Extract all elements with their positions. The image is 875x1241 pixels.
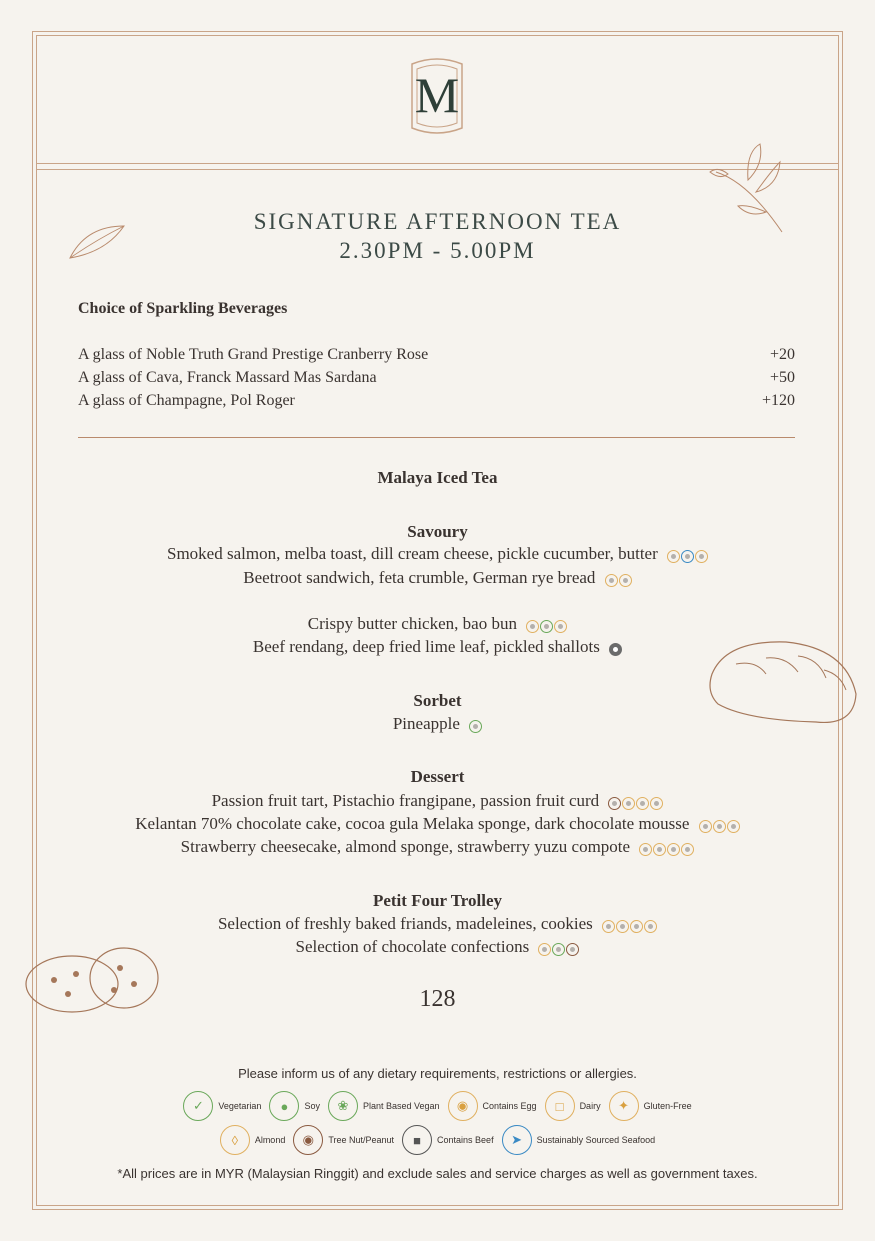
beverage-name: A glass of Champagne, Pol Roger xyxy=(78,392,295,409)
almond-icon xyxy=(681,843,694,856)
gluten-icon xyxy=(616,920,629,933)
tree-nut-icon xyxy=(566,943,579,956)
vegan-icon xyxy=(469,720,482,733)
legend-label: Tree Nut/Peanut xyxy=(328,1135,395,1145)
dairy-icon xyxy=(605,574,618,587)
menu-item xyxy=(0,837,875,858)
menu-item-text: Selection of freshly baked friands, madeleines, cookies xyxy=(217,914,593,933)
beverage-row xyxy=(78,392,795,410)
allergen-icons xyxy=(698,815,740,835)
dairy-icon xyxy=(526,620,539,633)
egg-icon xyxy=(630,920,643,933)
menu-item-text: Passion fruit tart, Pistachio frangipane, passion fruit curd xyxy=(211,791,600,810)
gluten-icon xyxy=(713,820,726,833)
sorbet-heading: Sorbet xyxy=(413,691,462,710)
beverages-heading: Choice of Sparkling Beverages xyxy=(78,300,288,317)
section-divider xyxy=(78,437,795,438)
menu-item-text: Strawberry cheesecake, almond sponge, strawberry yuzu compote xyxy=(180,837,631,856)
legend-label: Sustainably Sourced Seafood xyxy=(536,1135,656,1145)
savoury-heading: Savoury xyxy=(407,522,468,541)
allergen-icons xyxy=(604,569,632,589)
gluten-icon xyxy=(554,620,567,633)
legend-egg xyxy=(448,1091,537,1121)
menu-item xyxy=(0,714,875,735)
legend-row xyxy=(0,1125,875,1155)
legend-label: Plant Based Vegan xyxy=(362,1101,440,1111)
allergen-icons xyxy=(608,638,622,658)
egg-icon xyxy=(650,797,663,810)
allergen-icons xyxy=(468,715,482,735)
legend-label: Almond xyxy=(254,1135,286,1145)
menu-item xyxy=(0,568,875,589)
soy-icon xyxy=(552,943,565,956)
legend-gluten-free xyxy=(609,1091,692,1121)
allergen-icons xyxy=(525,615,567,635)
dairy-icon xyxy=(699,820,712,833)
menu-item-text: Beef rendang, deep fried lime leaf, pickled shallots xyxy=(252,637,600,656)
set-price: 128 xyxy=(419,986,456,1012)
menu-item-text: Smoked salmon, melba toast, dill cream cheese, pickle cucumber, butter xyxy=(167,544,658,563)
legend-dairy xyxy=(545,1091,601,1121)
beverage-name: A glass of Cava, Franck Massard Mas Sardana xyxy=(78,369,377,386)
menu-item-text: Pineapple xyxy=(392,714,460,733)
gluten-icon xyxy=(695,550,708,563)
legend-seafood xyxy=(502,1125,656,1155)
menu-item xyxy=(0,544,875,565)
beverage-price: +50 xyxy=(769,369,795,386)
legend-vegan xyxy=(328,1091,440,1121)
dietary-note: Please inform us of any dietary requirements, restrictions or allergies. xyxy=(238,1066,637,1081)
menu-item xyxy=(0,614,875,635)
menu-item-text: Beetroot sandwich, feta crumble, German rye bread xyxy=(243,568,596,587)
almond-icon: ◊ xyxy=(220,1125,250,1155)
beef-icon: ■ xyxy=(402,1125,432,1155)
beverage-row xyxy=(78,346,795,364)
legend-tree-nut xyxy=(293,1125,394,1155)
gluten-icon xyxy=(636,797,649,810)
menu-item-text: Crispy butter chicken, bao bun xyxy=(307,614,517,633)
menu-item xyxy=(0,937,875,958)
price-disclaimer: *All prices are in MYR (Malaysian Ringgit) and exclude sales and service charges as well as government taxes. xyxy=(117,1166,758,1181)
menu-item xyxy=(0,637,875,658)
dairy-icon xyxy=(602,920,615,933)
fish-icon: ➤ xyxy=(502,1125,532,1155)
beverage-row xyxy=(78,369,795,387)
vegan-icon: ❀ xyxy=(328,1091,358,1121)
seafood-icon xyxy=(681,550,694,563)
logo xyxy=(404,56,470,136)
menu-title: SIGNATURE AFTERNOON TEA xyxy=(253,209,622,234)
menu-item xyxy=(0,791,875,812)
allergen-icons xyxy=(666,545,708,565)
menu-item-text: Selection of chocolate confections xyxy=(295,937,530,956)
dairy-icon xyxy=(667,550,680,563)
soy-icon: ● xyxy=(269,1091,299,1121)
legend-beef xyxy=(402,1125,494,1155)
legend-label: Vegetarian xyxy=(218,1101,262,1111)
soy-icon xyxy=(540,620,553,633)
dairy-icon xyxy=(622,797,635,810)
gluten-icon xyxy=(619,574,632,587)
allergen-icons xyxy=(537,938,579,958)
tree-nut-icon: ◉ xyxy=(293,1125,323,1155)
legend-almond xyxy=(220,1125,286,1155)
egg-icon xyxy=(667,843,680,856)
menu-item-text: Kelantan 70% chocolate cake, cocoa gula Melaka sponge, dark chocolate mousse xyxy=(135,814,690,833)
beverage-price: +120 xyxy=(761,392,795,409)
petit-four-heading: Petit Four Trolley xyxy=(372,891,503,910)
dessert-heading: Dessert xyxy=(410,767,465,786)
menu-hours: 2.30PM - 5.00PM xyxy=(339,238,536,263)
egg-icon xyxy=(727,820,740,833)
menu-item xyxy=(0,814,875,835)
allergen-icons xyxy=(601,915,657,935)
tree-nut-icon xyxy=(608,797,621,810)
gluten-icon xyxy=(653,843,666,856)
menu-item xyxy=(0,914,875,935)
egg-icon: ◉ xyxy=(448,1091,478,1121)
iced-tea-heading: Malaya Iced Tea xyxy=(377,468,498,487)
beverage-name: A glass of Noble Truth Grand Prestige Cranberry Rose xyxy=(78,346,429,363)
dairy-icon xyxy=(538,943,551,956)
vegetarian-icon: ✓ xyxy=(183,1091,213,1121)
beverage-price: +20 xyxy=(769,346,795,363)
gluten-free-icon: ✦ xyxy=(609,1091,639,1121)
allergen-icons xyxy=(607,792,663,812)
legend-soy xyxy=(269,1091,320,1121)
legend-label: Gluten-Free xyxy=(643,1101,692,1111)
dairy-icon: □ xyxy=(545,1091,575,1121)
legend-label: Soy xyxy=(304,1101,320,1111)
beef-icon xyxy=(609,643,622,656)
dairy-icon xyxy=(639,843,652,856)
legend-label: Contains Beef xyxy=(437,1135,494,1145)
legend-label: Contains Egg xyxy=(482,1101,537,1111)
logo-letter: M xyxy=(414,67,460,123)
almond-icon xyxy=(644,920,657,933)
legend-vegetarian xyxy=(183,1091,261,1121)
legend-label: Dairy xyxy=(579,1101,601,1111)
legend-row xyxy=(0,1091,875,1121)
allergen-icons xyxy=(638,838,694,858)
